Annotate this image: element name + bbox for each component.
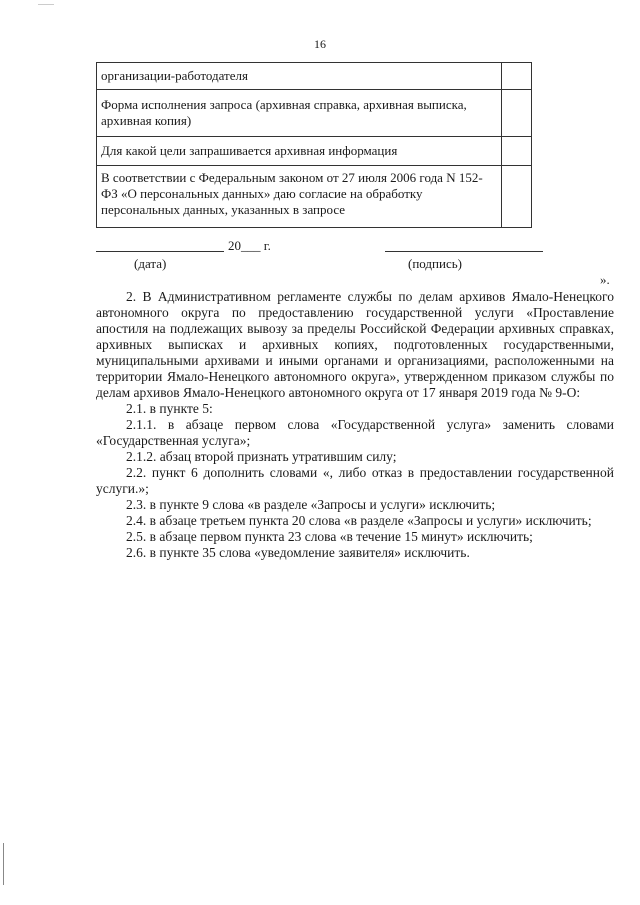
- table-cell-value: [502, 166, 532, 228]
- table-row: [97, 137, 532, 166]
- table-cell-label: В соответствии с Федеральным законом от 27 июля 2006 года N 152-ФЗ «О персональных данных» даю согласие на обработку персональных данных, указанных в запросе: [97, 166, 502, 228]
- paragraph: 2.5. в абзаце первом пункта 23 слова «в течение 15 минут» исключить;: [126, 529, 533, 544]
- table-cell-label: Для какой цели запрашивается архивная информация: [97, 137, 502, 166]
- table-row: [97, 90, 532, 137]
- paragraph: 2. В Административном регламенте службы по делам архивов Ямало-Ненецкого автономного округа по предоставлению государственной услуги «Проставление апостиля на подлежащих вывозу за пределы Российской Федерации архивных справках, архивных выписках и архивных копиях, подготовленных государственными, муниципальными архивами и иными органами и организациями, расположенными на территории Ямало-Ненецкого автономного округа», утвержденном приказом службы по делам архивов Ямало-Ненецкого автономного округа от 17 января 2019 года № 9-О:: [96, 289, 614, 400]
- paragraph: 2.4. в абзаце третьем пункта 20 слова «в разделе «Запросы и услуги» исключить;: [126, 513, 592, 528]
- table-row: [97, 63, 532, 90]
- paragraph: 2.1. в пункте 5:: [126, 401, 213, 416]
- scan-margin-mark: [3, 843, 4, 885]
- paragraph: 2.2. пункт 6 дополнить словами «, либо отказ в предоставлении государственной услуги.»;: [96, 465, 614, 496]
- scan-artifact: [38, 0, 54, 5]
- year-field: 20___ г.: [228, 238, 271, 253]
- table-cell-label: Форма исполнения запроса (архивная справка, архивная выписка, архивная копия): [97, 90, 502, 137]
- table-cell-label: организации-работодателя: [97, 63, 502, 90]
- table-cell-value: [502, 90, 532, 137]
- request-form-table: [96, 62, 532, 228]
- paragraph: 2.1.1. в абзаце первом слова «Государственной услуга» заменить словами «Государственная услуга»;: [96, 417, 614, 448]
- amendments-text: [96, 289, 614, 561]
- table-cell-value: [502, 63, 532, 90]
- signature-caption: (подпись): [408, 256, 462, 271]
- table-cell-value: [502, 137, 532, 166]
- paragraph: 2.6. в пункте 35 слова «уведомление заявителя» исключить.: [126, 545, 470, 560]
- date-line: [96, 251, 224, 252]
- page-number: 16: [314, 37, 326, 51]
- signature-line: [385, 251, 543, 252]
- paragraph: 2.3. в пункте 9 слова «в разделе «Запросы и услуги» исключить;: [126, 497, 496, 512]
- table-row: [97, 166, 532, 228]
- date-caption: (дата): [134, 256, 167, 271]
- paragraph: 2.1.2. абзац второй признать утратившим силу;: [126, 449, 397, 464]
- closing-quote: ».: [600, 272, 610, 287]
